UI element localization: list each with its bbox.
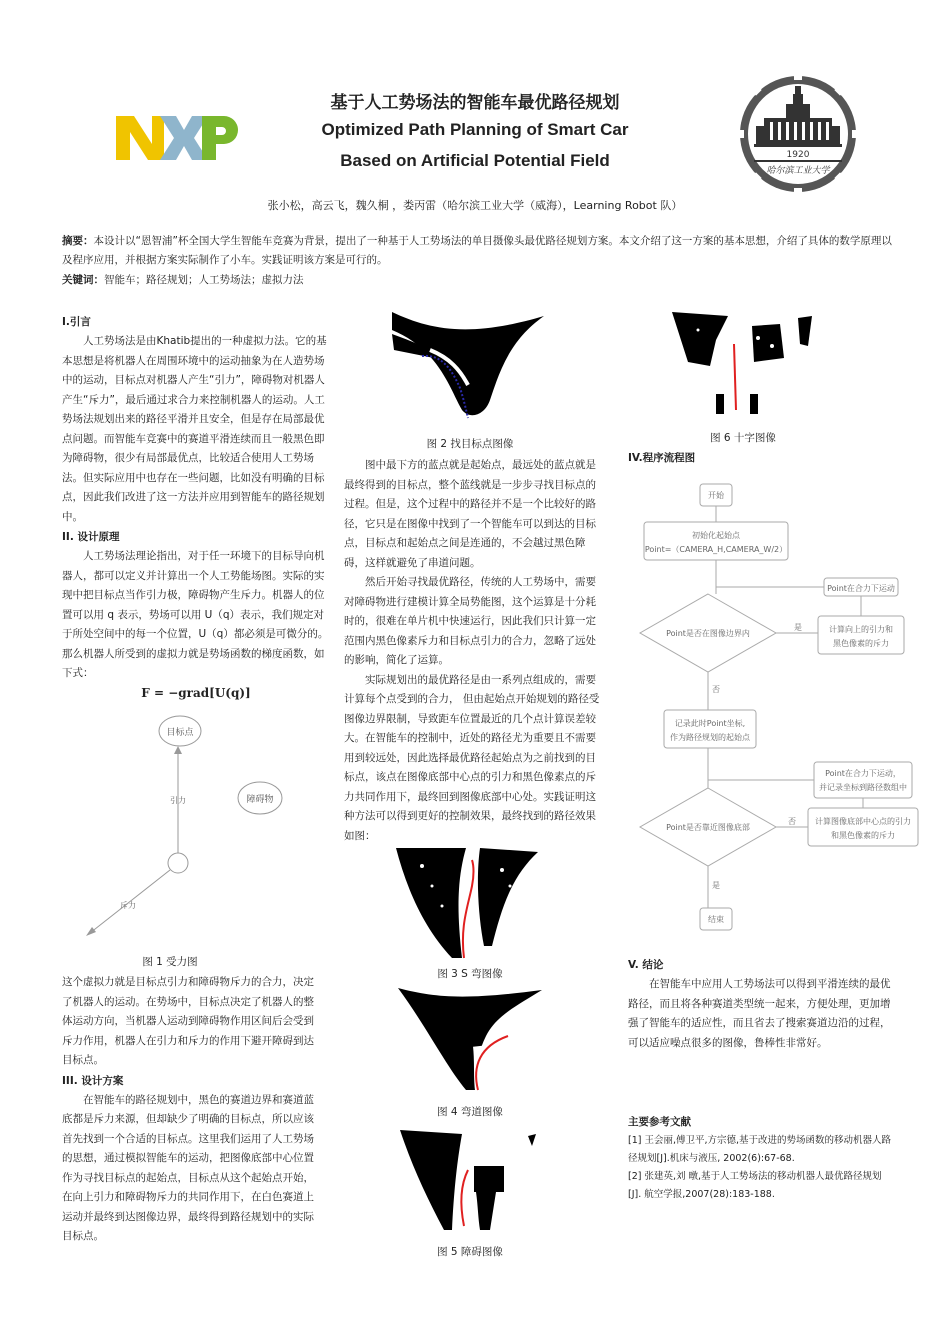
design-paragraph: 在智能车的路径规划中，黑色的赛道边界和赛道蓝底都是斥力来源，但却缺少了明确的目标点，所以应该首先找到一个合适的目标点。这里我们运用了人工势场的思想，通过模拟智能车的运动，把图像底部中心位置作为寻找目标点的起始点，目标点从这个起始点开始，在向上引力和障碍物斥力的共同作用下，在白色赛道上运动并最终到达图像边界，最终得到路径规划中的实际目标点。 [62, 1093, 314, 1242]
references-heading: 主要参考文献 [628, 1116, 691, 1128]
figure-2-caption: 图 2 找目标点图像 [426, 438, 514, 450]
flow-calc1-2: 黑色像素的斥力 [833, 639, 889, 648]
flow-calc2-1: 计算图像底部中心点的引力 [815, 817, 911, 826]
references [628, 1132, 894, 1204]
column-1-lower [62, 973, 324, 1247]
abstract-label: 摘要： [62, 235, 94, 247]
formula: F = −grad[U(q)] [141, 685, 251, 700]
fig1-target-label: 目标点 [166, 728, 194, 738]
figure-3-image [392, 846, 542, 960]
reference-1: [1] 王会丽,傅卫平,方宗德,基于改进的势场函数的移动机器人路径规划[J].机床与液压, 2002(6):67-68. [628, 1135, 892, 1164]
principle-paragraph: 人工势场法理论指出，对于任一环境下的目标导向机器人，都可以定义并计算出一个人工势能场图。实际的实现中把目标点当作引力极，障碍物产生斥力。机器人的位置可以用 q 表示，势场可以用 U（q）表示，我们规定对于所处空间中的每一个位置，U（q）都必须是可微分的。那么机器人所受到的虚拟力就是势场函数的梯度函数，如下式： [62, 550, 329, 679]
authors: 张小松，高云飞，魏久桐 ，娄丙雷（哈尔滨工业大学（威海），Learning Robot 队） [267, 199, 683, 212]
flow-no-1: 否 [712, 685, 720, 694]
flow-no-2: 否 [788, 817, 796, 826]
title-en-line2: Based on Artificial Potential Field [340, 151, 610, 170]
university-seal [736, 72, 860, 196]
intro-paragraph: 人工势场法是由Khatib提出的一种虚拟力法。它的基本思想是将机器人在周围环境中的运动抽象为在人造势场中的运动，目标点对机器人产生“引力”，障碍物对机器人产生“斥力”，最后通过求合力来控制机器人的运动。人工势场法规划出来的路径平滑并且安全，但是存在局部最优点问题。而智能车竞赛中的赛道平滑连续而且一般黑色即为障碍物，很少有局部最优点，比较适合使用人工势场法。但实际应用中也存在一些问题，比如没有明确的目标点，因此我们改进了这一方法并应用到智能车的路径规划中。 [62, 335, 327, 523]
fig1-repel-label: 斥力 [120, 901, 136, 910]
abstract [62, 232, 892, 270]
flow-calc1-1: 计算向上的引力和 [829, 625, 893, 634]
seal-text: 哈尔滨工业大学 [766, 166, 830, 176]
section-heading-intro: I.引言 [62, 316, 91, 328]
flow-init-2: Point=（CAMERA_H,CAMERA_W/2） [644, 545, 788, 554]
keywords-label: 关键词： [62, 274, 104, 286]
flow-yes-2: 是 [712, 881, 720, 890]
figure-1-force-diagram [70, 708, 330, 948]
figure-6-caption: 图 6 十字图像 [710, 432, 776, 444]
flow-cond-2: Point是否靠近图像底部 [666, 823, 750, 832]
flow-move2-2: 并记录坐标到路径数组中 [819, 783, 907, 792]
title-cn: 基于人工势场法的智能车最优路径规划 [330, 93, 620, 113]
flow-record-2: 作为路径规划的起始点 [670, 733, 750, 742]
keywords-text: 智能车；路径规划；人工势场法；虚拟力法 [104, 274, 304, 286]
flow-cond-1: Point是否在图像边界内 [666, 629, 750, 638]
figure-5-caption: 图 5 障碍图像 [437, 1246, 503, 1258]
flow-start: 开始 [708, 491, 724, 500]
flow-move2-1: Point在合力下运动， [825, 769, 901, 778]
flow-record-1: 记录此时Point坐标, [674, 719, 746, 728]
force-paragraph: 这个虚拟力就是目标点引力和障碍物斥力的合力，决定了机器人的运动。在势场中，目标点决定了机器人的整体运动方向，当机器人运动到障碍物作用区间后会受到斥力作用，机器人在引力和斥力的作用下避开障碍到达目标点。 [62, 976, 314, 1066]
flow-yes-1: 是 [794, 623, 802, 632]
figure-4-caption: 图 4 弯道图像 [437, 1106, 503, 1118]
figure-2-image [390, 310, 546, 430]
column-1 [62, 312, 330, 703]
col2-paragraph-2: 然后开始寻找最优路径，传统的人工势场中，需要对障碍物进行建模计算全局势能图，这个运算是十分耗时的，很难在单片机中快速运行，因此我们只计算一定范围内黑色像素斥力和目标点引力的合力，忽略了远处的影响，简化了运算。 [344, 576, 596, 666]
flowchart [628, 470, 928, 950]
figure-5-image [396, 1126, 546, 1234]
figure-3-caption: 图 3 S 弯图像 [437, 968, 503, 980]
conclusion-paragraph: 在智能车中应用人工势场法可以得到平滑连续的最优路径，而且将各种赛道类型统一起来，方便处理，更加增强了智能车的适应性，而且省去了搜索赛道边沿的过程，可以适应噪点很多的图像，鲁棒性非常好。 [628, 978, 891, 1049]
flow-calc2-2: 和黑色像素的斥力 [831, 831, 895, 840]
fig1-obstacle-label: 障碍物 [246, 795, 274, 805]
column-2-text [344, 456, 606, 846]
keywords [62, 272, 892, 287]
seal-year: 1920 [786, 150, 810, 160]
abstract-text: 本设计以“恩智浦”杯全国大学生智能车竞赛为背景，提出了一种基于人工势场法的单目摄像头最优路径规划方案。本文介绍了这一方案的基本思想，介绍了具体的数学原理以及程序应用，并根据方案实际制作了小车。实践证明该方案是可行的。 [62, 235, 892, 266]
fig1-attract-label: 引力 [170, 796, 186, 805]
flow-move-1: Point在合力下运动 [827, 584, 895, 593]
section-heading-conclusion: V. 结论 [628, 959, 664, 971]
conclusion [628, 975, 894, 1053]
col2-paragraph-1: 图中最下方的蓝点就是起始点，最远处的蓝点就是最终得到的目标点，整个蓝线就是一步步寻找目标点的过程。但是，这个过程中的路径并不是一个比较好的路径，它只是在图像中找到了一个智能车可以到达的目标点，目标点和起始点之间是连通的，不会越过黑色障碍，这样就避免了串道问题。 [344, 459, 596, 569]
figure-1-caption: 图 1 受力图 [142, 956, 198, 968]
section-heading-flowchart: IV.程序流程图 [628, 452, 696, 464]
nxp-logo [112, 112, 242, 164]
col2-paragraph-3: 实际规划出的最优路径是由一系列点组成的，需要计算每个点受到的合力， 但由起始点开始规划的路径受图像边界限制，导致距车位置最近的几个点计算误差较大。在智能车的控制中，近处的路径尤为重要且不需要用到较远处，因此选择最优路径起始点为之前找到的目标点，该点在图像底部中心点的引力和黑色像素点的斥力共同作用下，最终回到图像底部中心处。实践证明这种方法可以得到更好的控制效果，最终找到的路径效果如图： [344, 673, 600, 842]
figure-4-image [396, 986, 544, 1092]
flow-end: 结束 [708, 915, 724, 924]
reference-2: [2] 张建英,刘 暾,基于人工势场法的移动机器人最优路径规划[J]. 航空学报,2007(28):183-188. [628, 1171, 882, 1200]
figure-6-image [668, 310, 818, 418]
section-heading-design: III. 设计方案 [62, 1074, 124, 1087]
flow-init-1: 初始化起始点 [692, 531, 740, 540]
title-en-line1: Optimized Path Planning of Smart Car [321, 120, 629, 139]
section-heading-principle: II. 设计原理 [62, 531, 120, 543]
